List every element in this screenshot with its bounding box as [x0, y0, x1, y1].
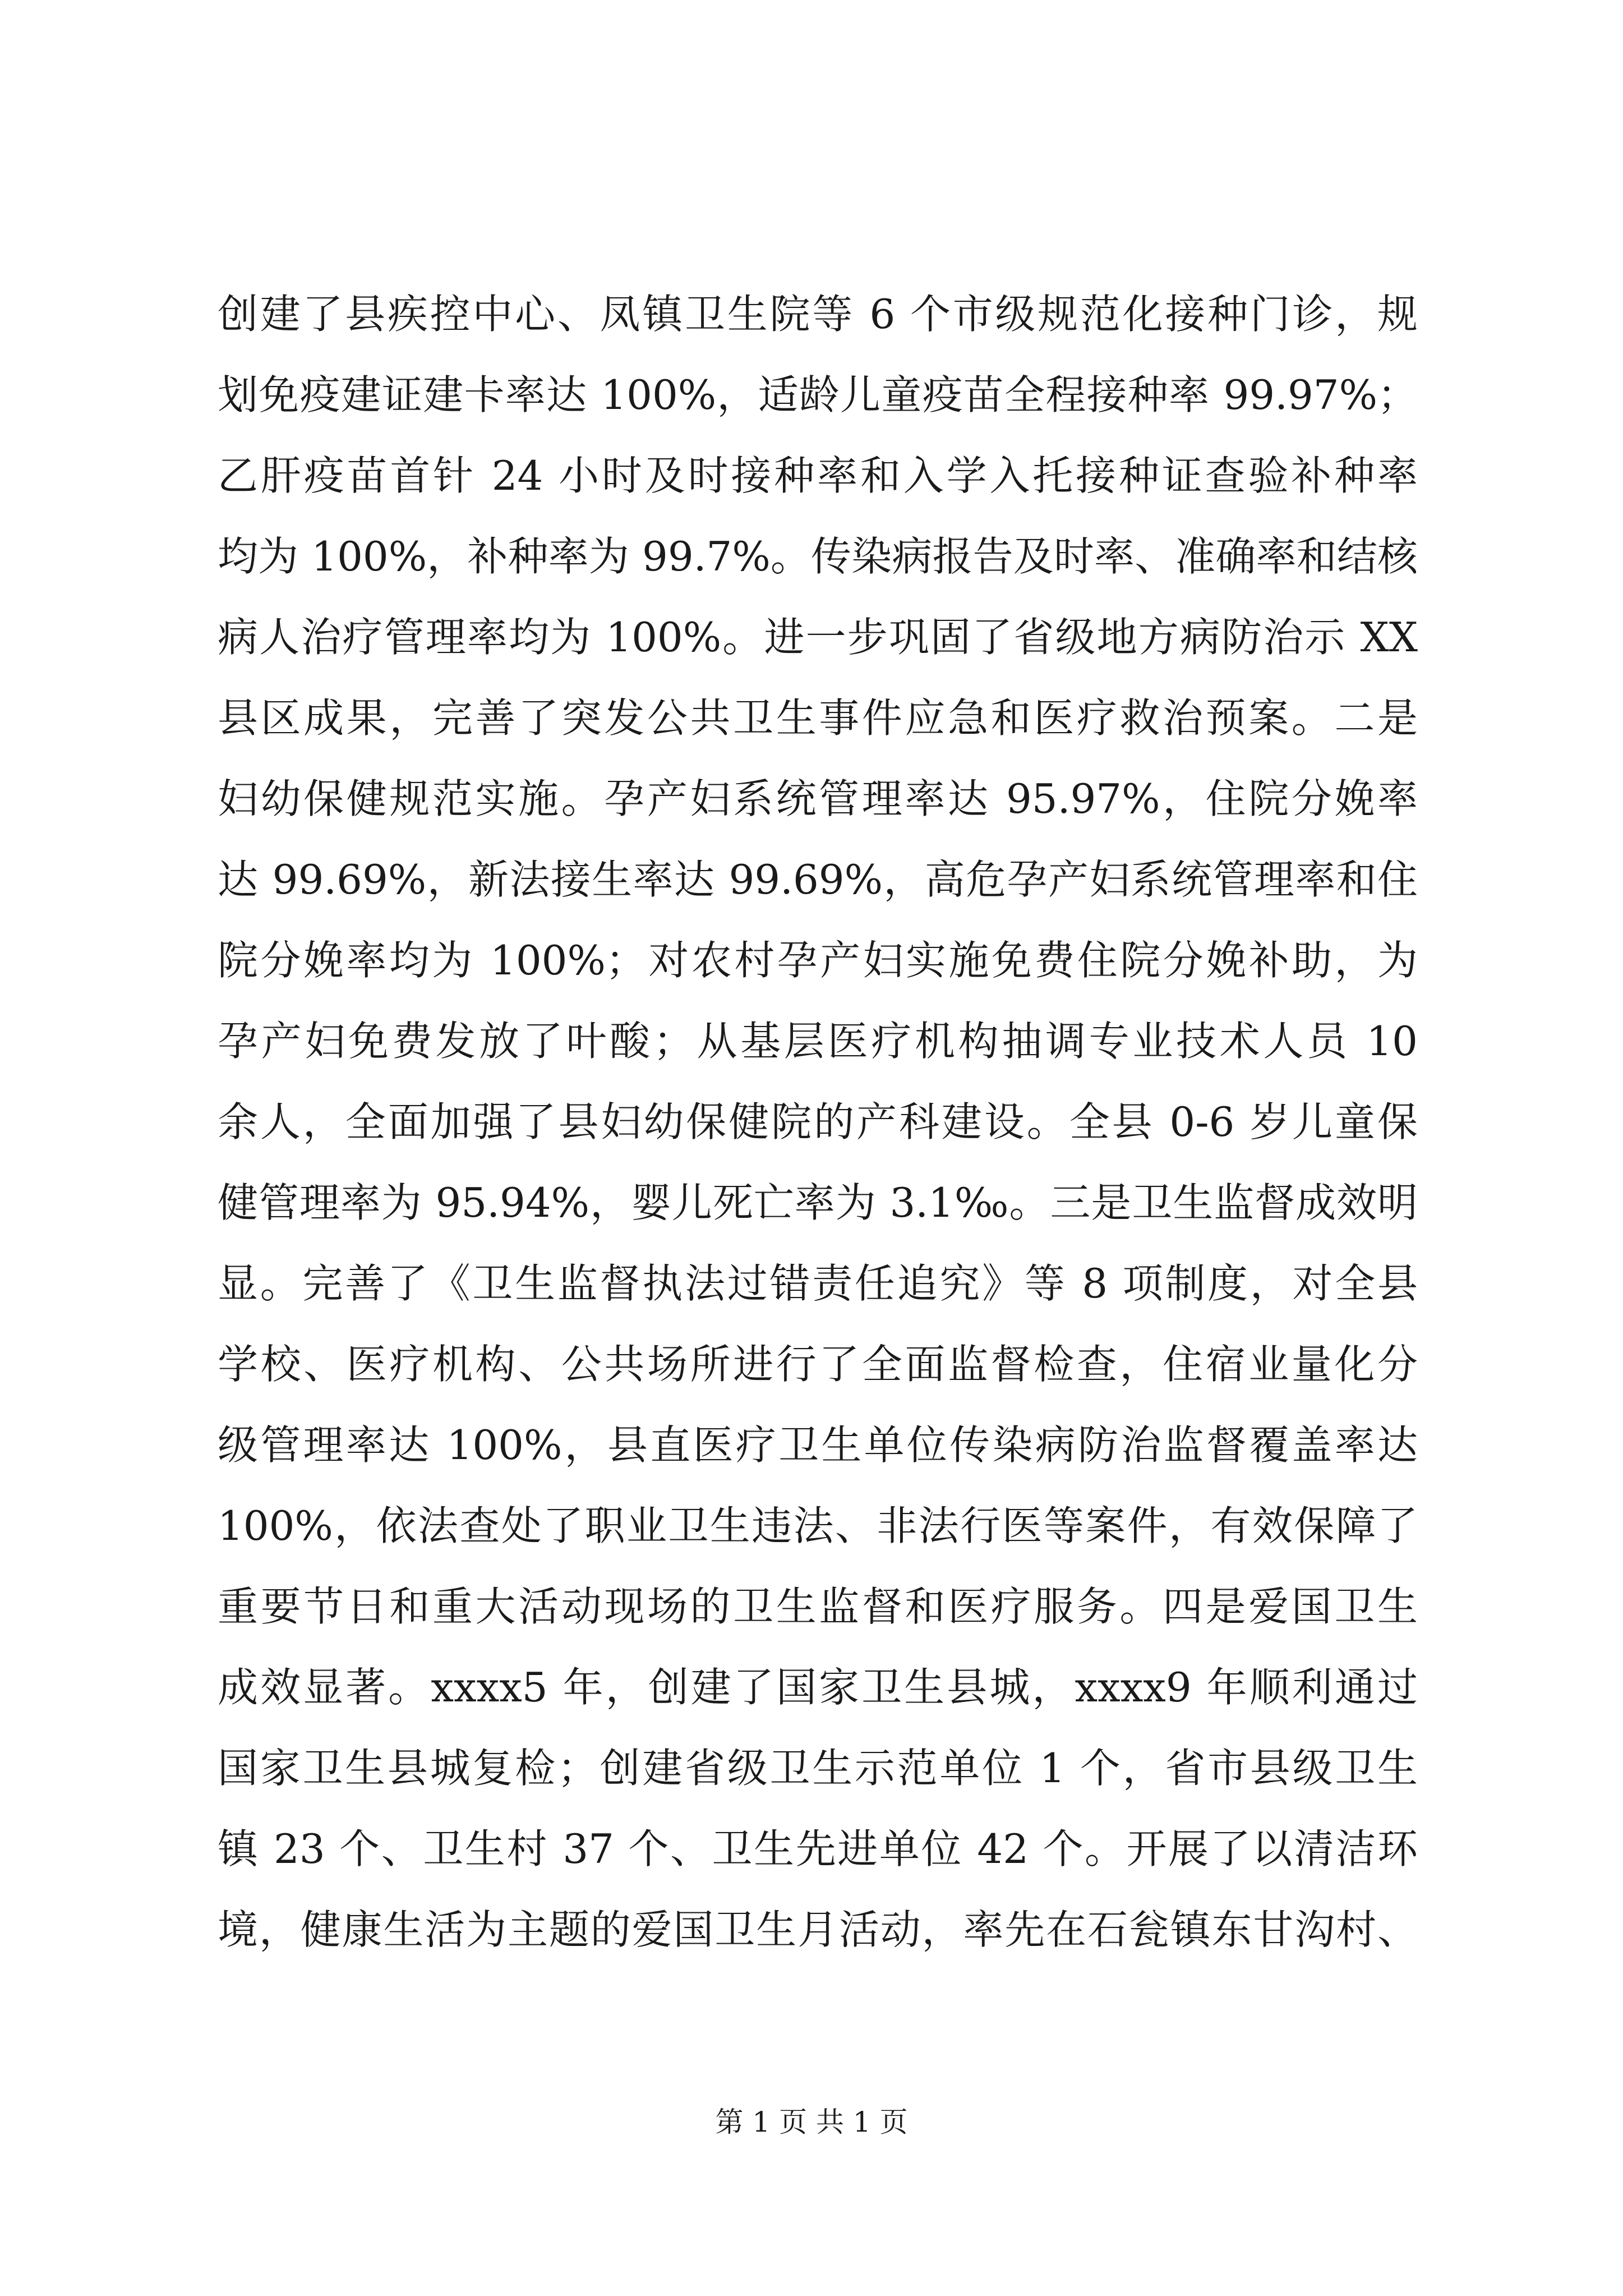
- text-line-9: 院分娩率均为 100%；对农村孕产妇实施免费住院分娩补助，为: [218, 937, 1418, 984]
- body-text: [218, 274, 1418, 1970]
- text-line-7: 妇幼保健规范实施。孕产妇系统管理率达 95.97%，住院分娩率: [218, 775, 1418, 822]
- text-line-19: 国家卫生县城复检；创建省级卫生示范单位 1 个，省市县级卫生: [218, 1745, 1418, 1792]
- text-line-10: 孕产妇免费发放了叶酸；从基层医疗机构抽调专业技术人员 10: [218, 1018, 1418, 1065]
- text-line-21: 境，健康生活为主题的爱国卫生月活动，率先在石瓮镇东甘沟村、: [218, 1906, 1418, 1953]
- text-line-13: 显。完善了《卫生监督执法过错责任追究》等 8 项制度，对全县: [218, 1260, 1418, 1307]
- text-line-4: 均为 100%，补种率为 99.7%。传染病报告及时率、准确率和结核: [218, 533, 1418, 580]
- page-number-label: 第 1 页 共 1 页: [715, 2106, 908, 2138]
- text-line-8: 达 99.69%，新法接生率达 99.69%，高危孕产妇系统管理率和住: [218, 856, 1418, 903]
- text-line-11: 余人，全面加强了县妇幼保健院的产科建设。全县 0-6 岁儿童保: [218, 1098, 1418, 1145]
- text-line-3: 乙肝疫苗首针 24 小时及时接种率和入学入托接种证查验补种率: [218, 452, 1418, 499]
- text-line-15: 级管理率达 100%，县直医疗卫生单位传染病防治监督覆盖率达: [218, 1421, 1418, 1469]
- text-line-6: 县区成果，完善了突发公共卫生事件应急和医疗救治预案。二是: [218, 694, 1418, 742]
- text-line-20: 镇 23 个、卫生村 37 个、卫生先进单位 42 个。开展了以清洁环: [218, 1825, 1418, 1872]
- text-line-18: 成效显著。xxxx5 年，创建了国家卫生县城，xxxx9 年顺利通过: [218, 1664, 1418, 1711]
- text-line-2: 划免疫建证建卡率达 100%，适龄儿童疫苗全程接种率 99.97%；: [218, 371, 1418, 418]
- text-line-14: 学校、医疗机构、公共场所进行了全面监督检查，住宿业量化分: [218, 1341, 1418, 1388]
- text-line-5: 病人治疗管理率均为 100%。进一步巩固了省级地方病防治示 XX: [218, 614, 1418, 661]
- page-footer: [0, 2102, 1623, 2142]
- text-line-1: 创建了县疾控中心、凤镇卫生院等 6 个市级规范化接种门诊，规: [218, 291, 1418, 338]
- text-line-16: 100%，依法查处了职业卫生违法、非法行医等案件，有效保障了: [218, 1502, 1418, 1549]
- text-line-17: 重要节日和重大活动现场的卫生监督和医疗服务。四是爱国卫生: [218, 1583, 1418, 1630]
- text-line-12: 健管理率为 95.94%，婴儿死亡率为 3.1‰。三是卫生监督成效明: [218, 1179, 1418, 1226]
